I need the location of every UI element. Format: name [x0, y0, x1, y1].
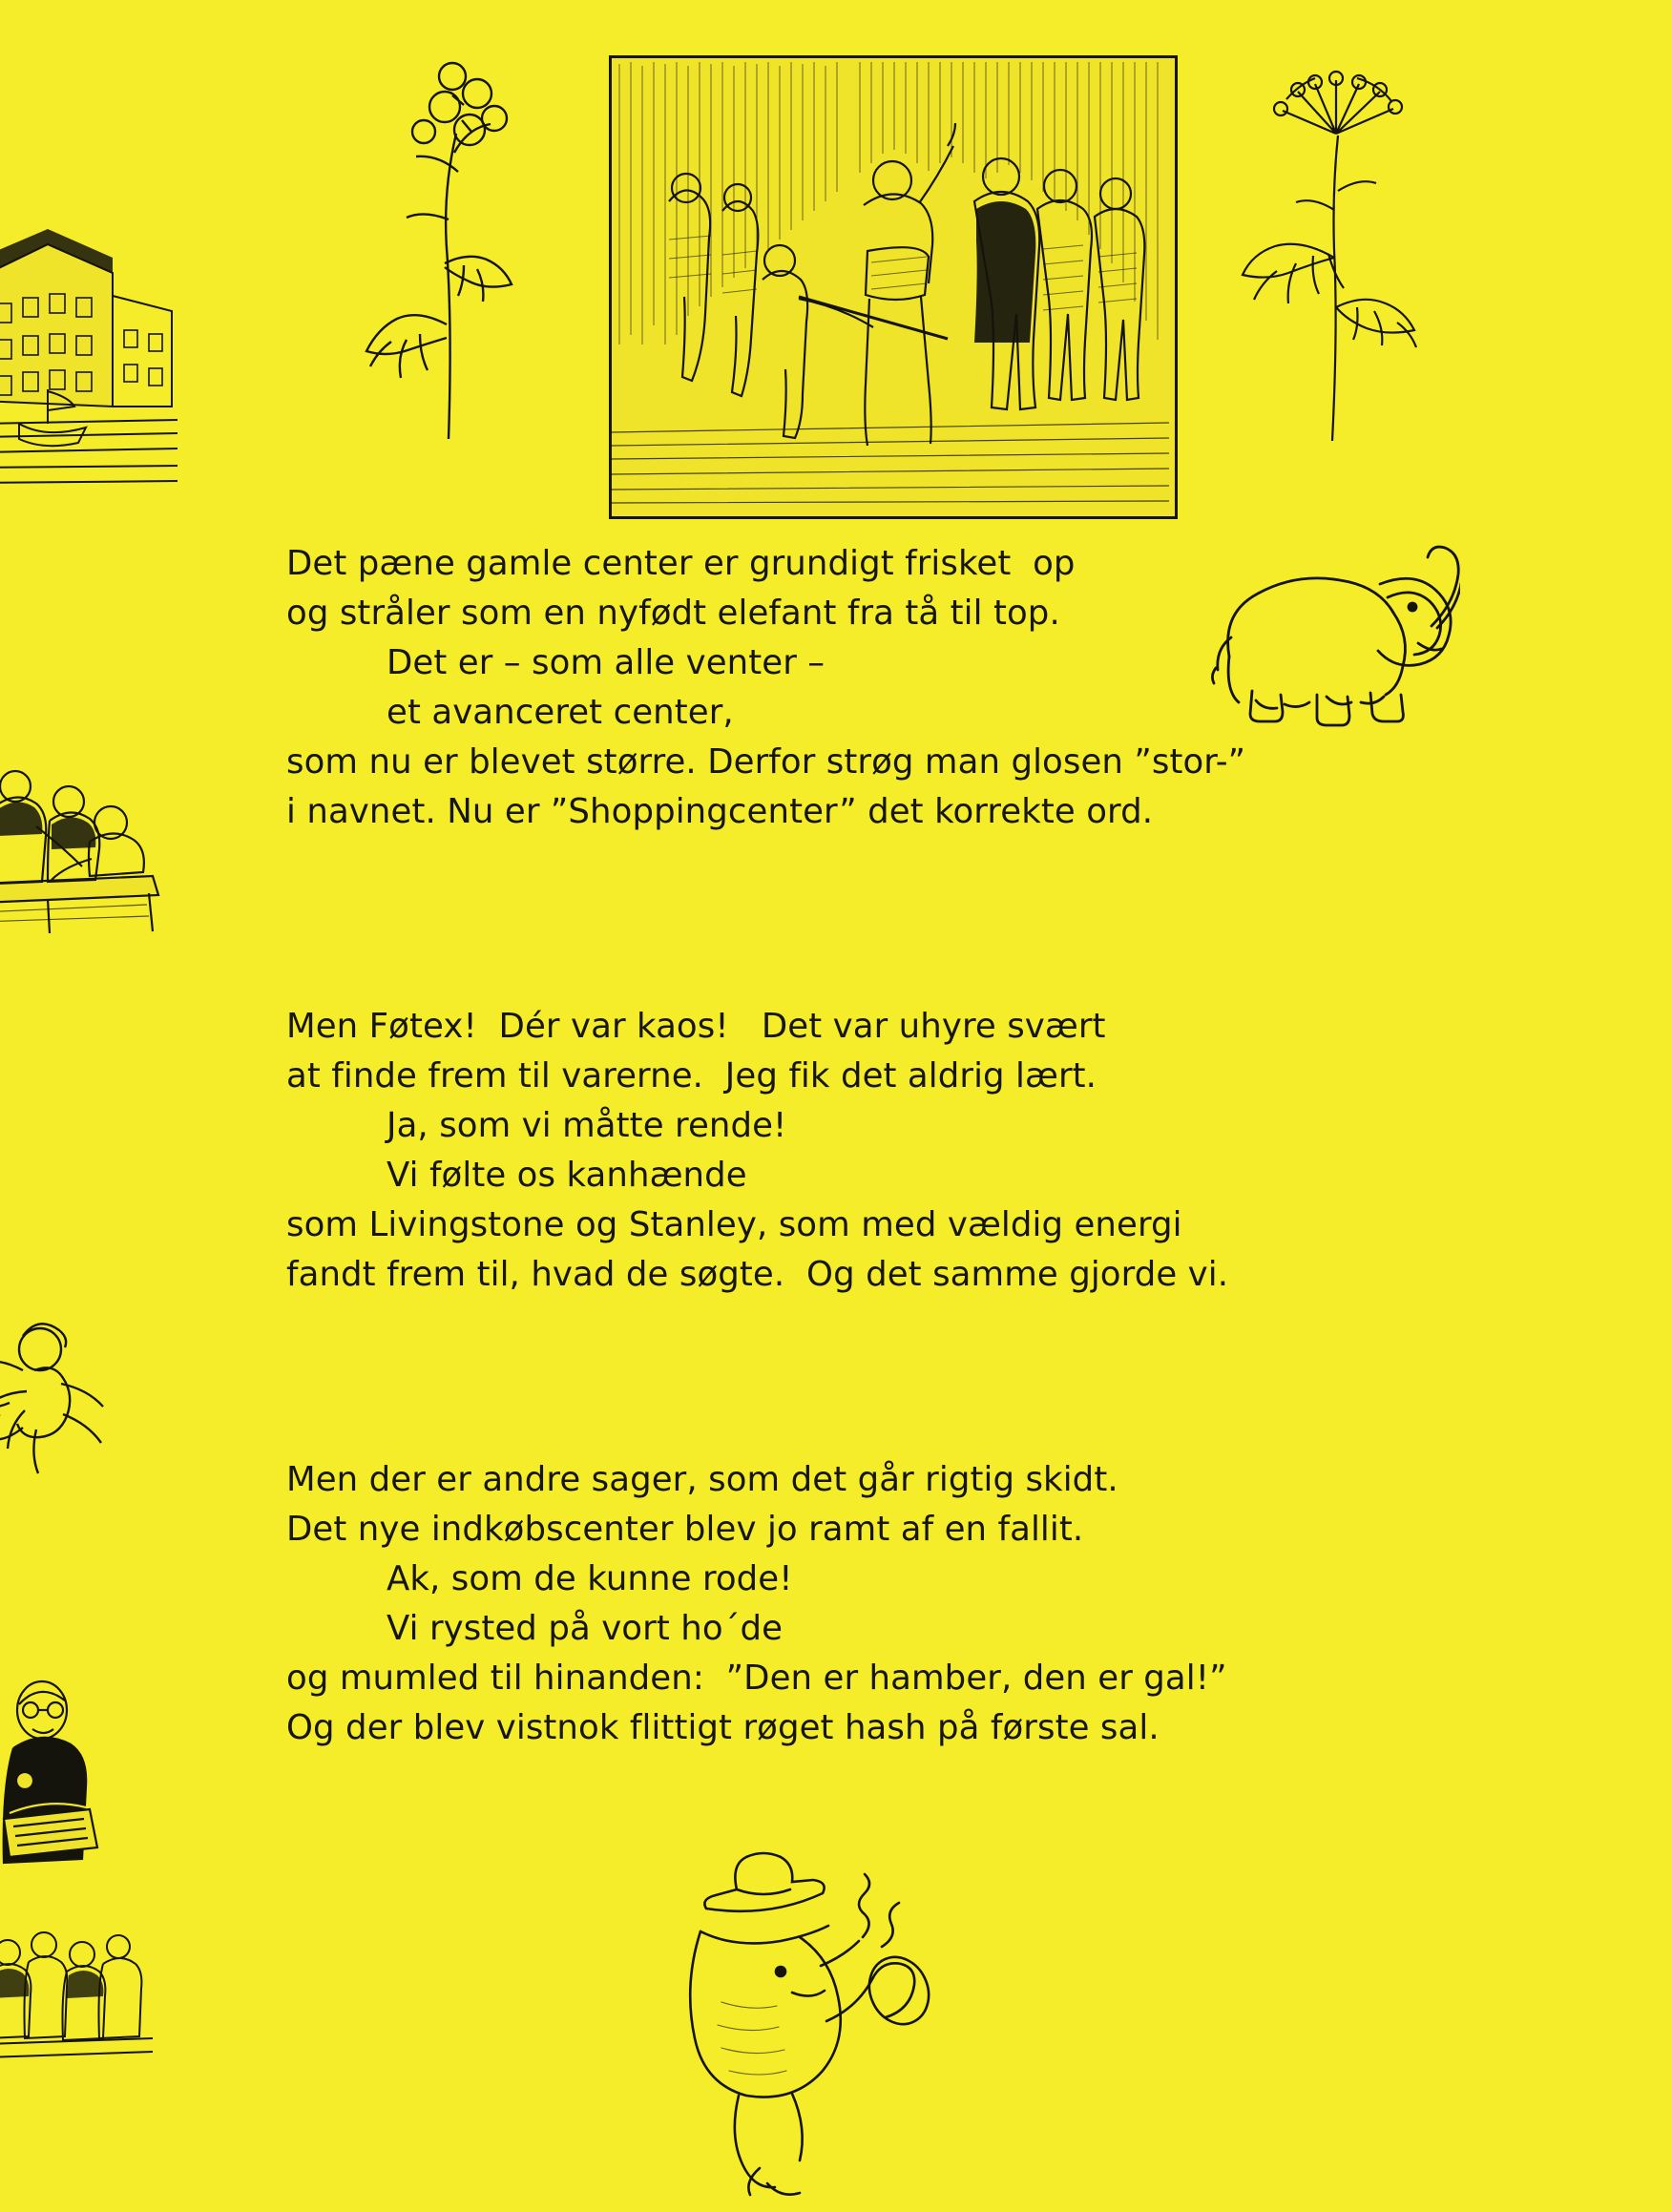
poem-line: som Livingstone og Stanley, som med vældig energi — [286, 1205, 1182, 1244]
poem-line: som nu er blevet større. Derfor strøg man glosen ”stor-” — [286, 742, 1246, 782]
poem-line: Ja, som vi måtte rende! — [387, 1106, 787, 1145]
poem-line: Vi følte os kanhænde — [387, 1156, 747, 1195]
poem-line: at finde frem til varerne. Jeg fik det aldrig lært. — [286, 1056, 1097, 1096]
poem-line: og stråler som en nyfødt elefant fra tå til top. — [286, 594, 1060, 633]
poem-line: Men der er andre sager, som det går rigtig skidt. — [286, 1460, 1118, 1499]
poem-line: Det pæne gamle center er grundigt frisket op — [286, 544, 1076, 583]
poem-stanza-1 — [286, 539, 1546, 837]
poem-line: i navnet. Nu er ”Shoppingcenter” det korrekte ord. — [286, 792, 1154, 831]
poem-stanza-2 — [286, 1002, 1546, 1300]
poem-line: Det er – som alle venter – — [387, 643, 826, 682]
poem-line: Det nye indkøbscenter blev jo ramt af en fallit. — [286, 1510, 1084, 1549]
poem-line: Ak, som de kunne rode! — [387, 1559, 793, 1598]
poem-stanza-3 — [286, 1455, 1546, 1753]
poem-line: Og der blev vistnok flittigt røget hash på første sal. — [286, 1708, 1160, 1747]
poem-line: og mumled til hinanden: ”Den er hamber, den er gal!” — [286, 1659, 1227, 1698]
poem-line: Vi rysted på vort ho´de — [387, 1609, 784, 1648]
poem-line: et avanceret center, — [387, 693, 734, 732]
poem-line: Men Føtex! Dér var kaos! Det var uhyre svært — [286, 1007, 1106, 1046]
poem-line: fandt frem til, hvad de søgte. Og det samme gjorde vi. — [286, 1255, 1229, 1294]
